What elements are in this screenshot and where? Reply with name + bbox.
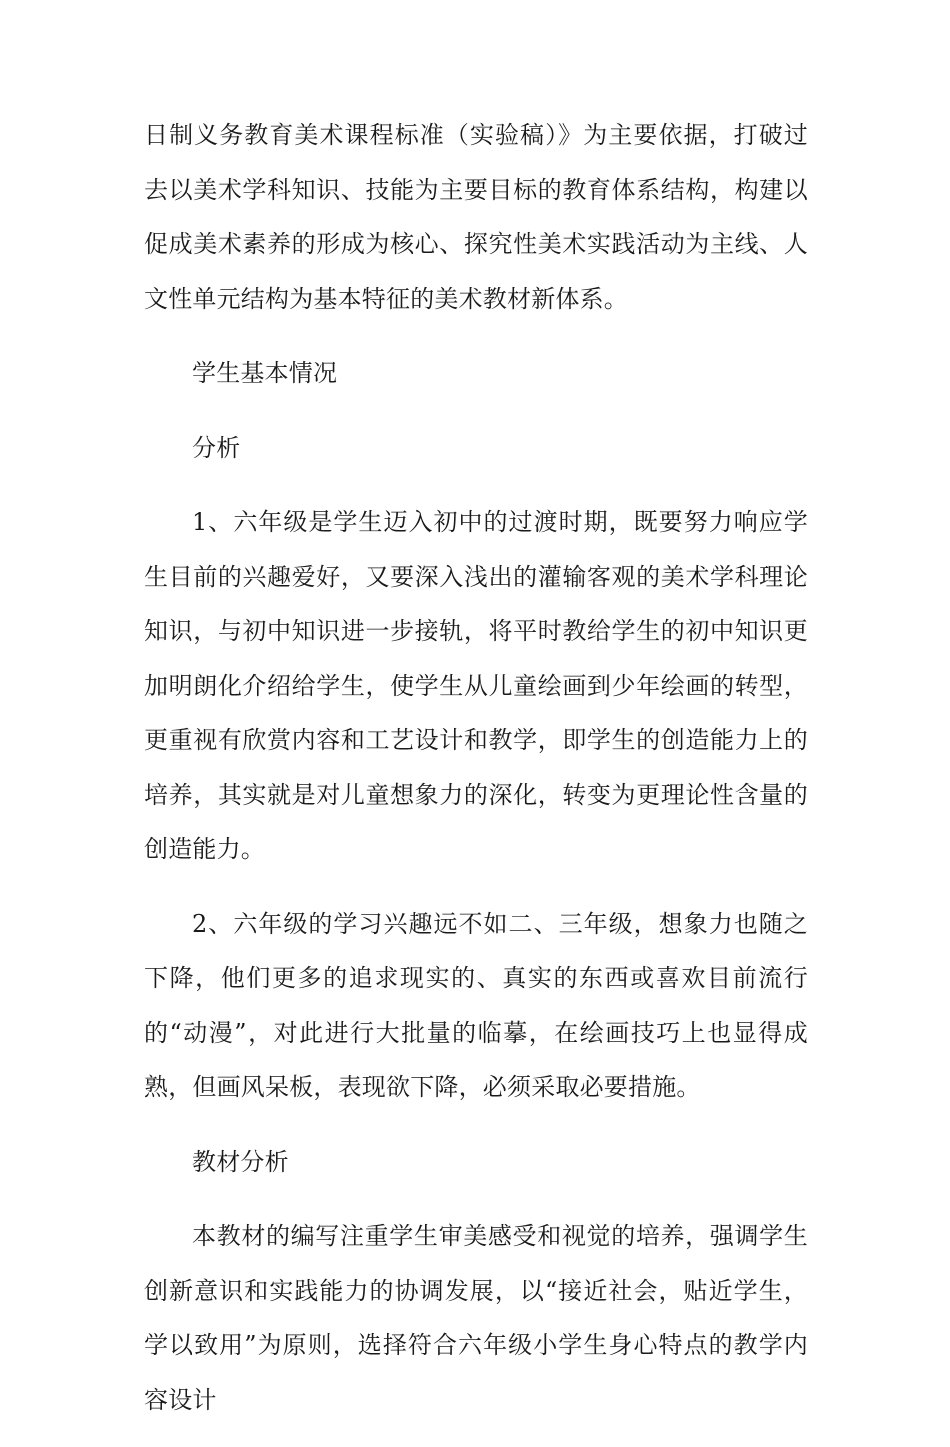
section-heading-textbook-analysis: 教材分析 <box>192 1147 289 1176</box>
paragraph-textbook-description: 本教材的编写注重学生审美感受和视觉的培养，强调学生创新意识和实践能力的协调发展，以“接近社会，贴近学生，学以致用”为原则，选择符合六年级小学生身心特点的教学内容设计 <box>144 1222 808 1414</box>
document-body <box>144 108 808 1447</box>
paragraph-point-2: 2、六年级的学习兴趣远不如二、三年级，想象力也随之下降，他们更多的追求现实的、真实的东西或喜欢目前流行的“动漫”，对此进行大批量的临摹，在绘画技巧上也显得成熟，但画风呆板，表现欲下降，必须采取必要措施。 <box>144 909 808 1101</box>
paragraph-point-1: 1、六年级是学生迈入初中的过渡时期，既要努力响应学生目前的兴趣爱好，又要深入浅出的灌输客观的美术学科理论知识，与初中知识进一步接轨，将平时教给学生的初中知识更加明朗化介绍给学生，使学生从儿童绘画到少年绘画的转型，更重视有欣赏内容和工艺设计和教学，即学生的创造能力上的培养，其实就是对儿童想象力的深化，转变为更理论性含量的创造能力。 <box>144 508 808 863</box>
paragraph-standard-basis: 日制义务教育美术课程标准（实验稿）》为主要依据，打破过去以美术学科知识、技能为主要目标的教育体系结构，构建以促成美术素养的形成为核心、探究性美术实践活动为主线、人文性单元结构为基本特征的美术教材新体系。 <box>144 121 808 313</box>
section-heading-student-situation: 学生基本情况 <box>192 359 338 387</box>
section-heading-analysis: 分析 <box>192 433 241 462</box>
